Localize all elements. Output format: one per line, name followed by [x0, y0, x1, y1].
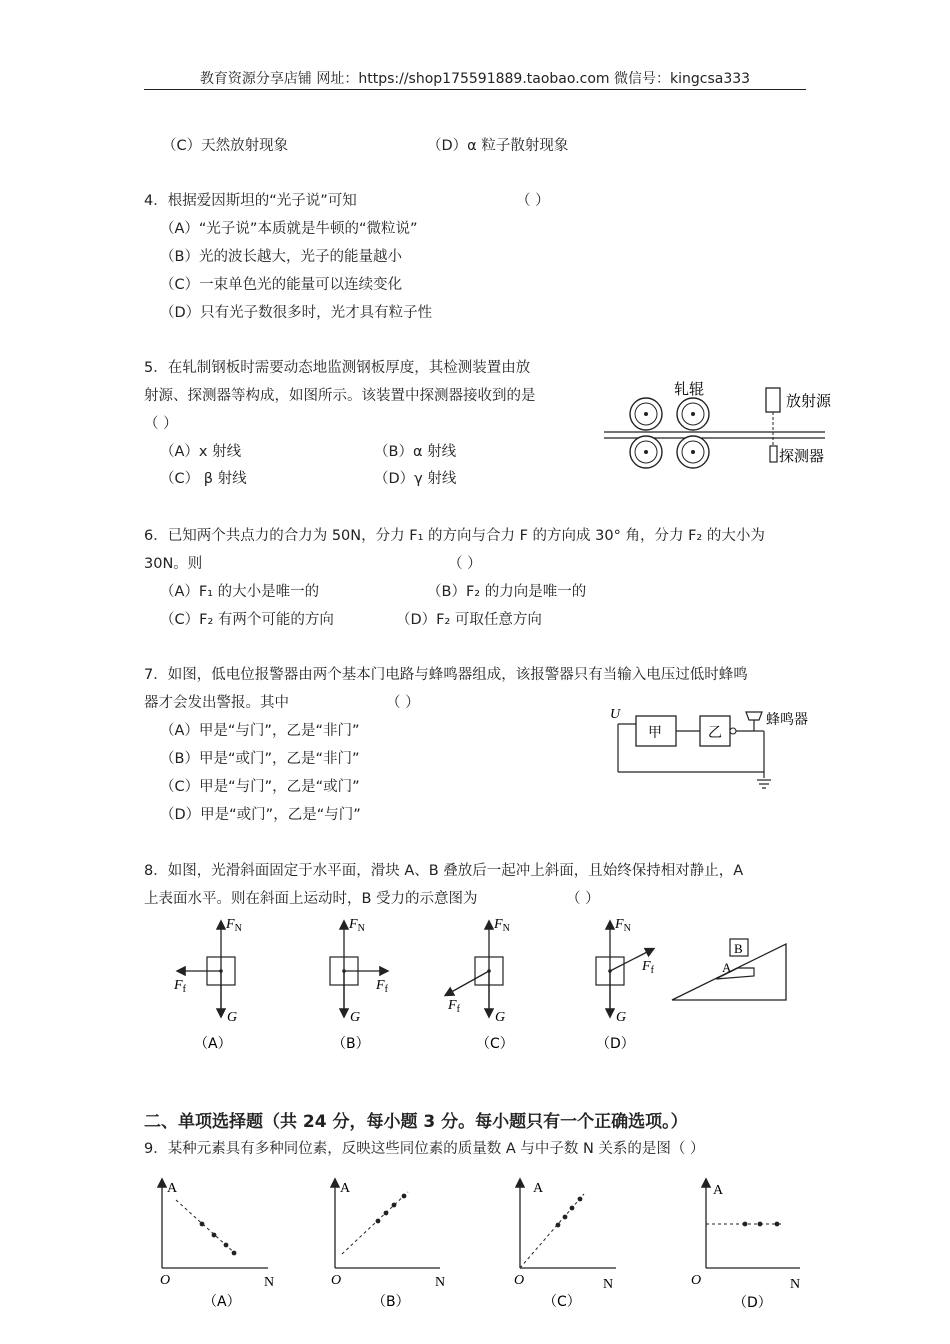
gate-jia-label: 甲	[648, 725, 662, 741]
radiation-source-label: 放射源	[786, 392, 832, 410]
buzzer-icon	[746, 712, 762, 720]
gate-yi-label: 乙	[708, 725, 722, 741]
q8-diagram-b	[330, 917, 389, 1052]
q8b-ff-label: $F_f$	[376, 978, 388, 995]
q8a-caption: （A）	[194, 1036, 232, 1052]
q4-stem: 4．根据爱因斯坦的“光子说”可知	[144, 193, 357, 209]
q6-option-b: （B）F₂ 的力向是唯一的	[427, 584, 587, 600]
detector-label: 探测器	[779, 447, 825, 465]
q5-stem-line1: 5．在轧制钢板时需要动态地监测钢板厚度，其检测装置由放	[144, 360, 531, 376]
q8b-fn-label: $F_N$	[349, 917, 365, 934]
q9d-caption: （D）	[733, 1295, 772, 1311]
q8-force-diagrams	[150, 908, 830, 1058]
q7-option-d: （D）甲是“或门”，乙是“与门”	[160, 807, 361, 823]
input-voltage-label: U	[610, 707, 621, 722]
q9d-origin-label: O	[691, 1273, 702, 1288]
q5-rolling-mill-figure	[600, 372, 860, 472]
block-a-label: A	[722, 960, 732, 975]
not-bubble	[730, 728, 736, 734]
q7-stem-line1: 7．如图，低电位报警器由两个基本门电路与蜂鸣器组成，该报警器只有当输入电压过低时蜂鸣	[144, 667, 748, 683]
ground-icon	[757, 780, 771, 788]
q9b-caption: （B）	[372, 1294, 410, 1310]
q8-diagram-d	[596, 917, 655, 1052]
q8a-ff-label: $F_f$	[174, 978, 186, 995]
q8c-fn-label: $F_N$	[494, 917, 510, 934]
q9a-caption: （A）	[203, 1294, 241, 1310]
q9-stem: 9．某种元素具有多种同位素，反映这些同位素的质量数 A 与中子数 N 关系的是图（ ）	[144, 1141, 705, 1157]
q8c-g-label: G	[495, 1010, 506, 1025]
q8d-g-label: G	[616, 1010, 627, 1025]
q9-graph-a	[160, 1180, 274, 1310]
q4-option-d: （D）只有光子数很多时，光才具有粒子性	[160, 305, 433, 321]
q7-answer-paren: （ ）	[386, 695, 420, 711]
q9b-y-label: A	[340, 1181, 351, 1196]
q9a-y-label: A	[167, 1181, 178, 1196]
roller-pair-right	[677, 398, 709, 468]
q9-graph-c	[514, 1180, 616, 1310]
q7-circuit-figure	[604, 700, 834, 795]
q4-option-a: （A）“光子说”本质就是牛顿的“微粒说”	[160, 221, 418, 237]
q8-stem-line2: 上表面水平。则在斜面上运动时，B 受力的示意图为	[144, 891, 478, 907]
section-2-title: 二、单项选择题（共 24 分，每小题 3 分。每小题只有一个正确选项。）	[144, 1112, 688, 1132]
q7-option-b: （B）甲是“或门”，乙是“非门”	[160, 751, 360, 767]
q9-graphs	[150, 1170, 820, 1340]
radiation-source-box	[766, 388, 780, 412]
q9c-caption: （C）	[543, 1294, 581, 1310]
q8b-caption: （B）	[332, 1036, 370, 1052]
q9c-x-label: N	[603, 1277, 614, 1292]
q6-stem-line2: 30N。则	[144, 556, 203, 572]
q9b-x-label: N	[435, 1275, 446, 1290]
q9a-origin-label: O	[160, 1273, 171, 1288]
buzzer-label: 蜂鸣器	[766, 712, 808, 728]
q5-option-a: （A）x 射线	[160, 444, 242, 460]
q3-option-c: （C）天然放射现象	[162, 138, 289, 154]
q5-stem-line2: 射源、探测器等构成，如图所示。该装置中探测器接收到的是	[144, 388, 536, 404]
roller-label: 轧辊	[674, 380, 705, 398]
q8a-fn-label: $F_N$	[226, 917, 242, 934]
q8b-g-label: G	[350, 1010, 361, 1025]
q8c-ff-label: $F_f$	[448, 998, 460, 1015]
q9-graph-d	[691, 1180, 800, 1311]
q4-option-c: （C）一束单色光的能量可以连续变化	[160, 277, 403, 293]
q9d-x-label: N	[790, 1277, 801, 1292]
q6-option-a: （A）F₁ 的大小是唯一的	[160, 584, 320, 600]
q8d-ff-label: $F_f$	[642, 959, 654, 976]
q9-graph-b	[331, 1180, 445, 1310]
q9d-y-label: A	[713, 1183, 724, 1198]
q8a-g-label: G	[227, 1010, 238, 1025]
q7-option-c: （C）甲是“与门”，乙是“或门”	[160, 779, 360, 795]
q7-stem-line2: 器才会发出警报。其中	[144, 695, 289, 711]
q8c-caption: （C）	[476, 1036, 514, 1052]
q8d-fn-label: $F_N$	[615, 917, 631, 934]
detector-box	[770, 446, 777, 462]
header-divider	[144, 89, 806, 90]
page-header: 教育资源分享店铺 网址：https://shop175591889.taobao.com 微信号：kingcsa333	[199, 71, 751, 87]
q5-option-c: （C） β 射线	[160, 471, 247, 487]
q6-option-d: （D）F₂ 可取任意方向	[396, 612, 542, 628]
q6-option-c: （C）F₂ 有两个可能的方向	[160, 612, 334, 628]
q9c-origin-label: O	[514, 1273, 525, 1288]
q8-incline-figure	[672, 939, 786, 1000]
q6-stem-line1: 6．已知两个共点力的合力为 50N，分力 F₁ 的方向与合力 F 的方向成 30° 角，分力 F₂ 的大小为	[144, 528, 765, 544]
q9b-origin-label: O	[331, 1273, 342, 1288]
q8-diagram-a	[173, 917, 242, 1052]
q7-option-a: （A）甲是“与门”，乙是“非门”	[160, 723, 360, 739]
q5-option-d: （D）γ 射线	[374, 471, 457, 487]
q9c-y-label: A	[533, 1181, 544, 1196]
q8d-caption: （D）	[596, 1036, 635, 1052]
q3-option-d: （D）α 粒子散射现象	[427, 138, 569, 154]
q8-stem-line1: 8．如图，光滑斜面固定于水平面，滑块 A、B 叠放后一起冲上斜面，且始终保持相对静止，A	[144, 863, 744, 879]
q5-answer-paren: （ ）	[144, 416, 178, 432]
q4-option-b: （B）光的波长越大，光子的能量越小	[160, 249, 402, 265]
block-b-label: B	[734, 941, 743, 956]
q8-diagram-c	[446, 917, 514, 1052]
roller-pair-left	[630, 398, 662, 468]
q6-answer-paren: （ ）	[448, 556, 482, 572]
q5-option-b: （B）α 射线	[374, 444, 457, 460]
q8-answer-paren: （ ）	[566, 891, 600, 907]
q9a-x-label: N	[264, 1275, 275, 1290]
q4-answer-paren: （ ）	[516, 193, 550, 209]
